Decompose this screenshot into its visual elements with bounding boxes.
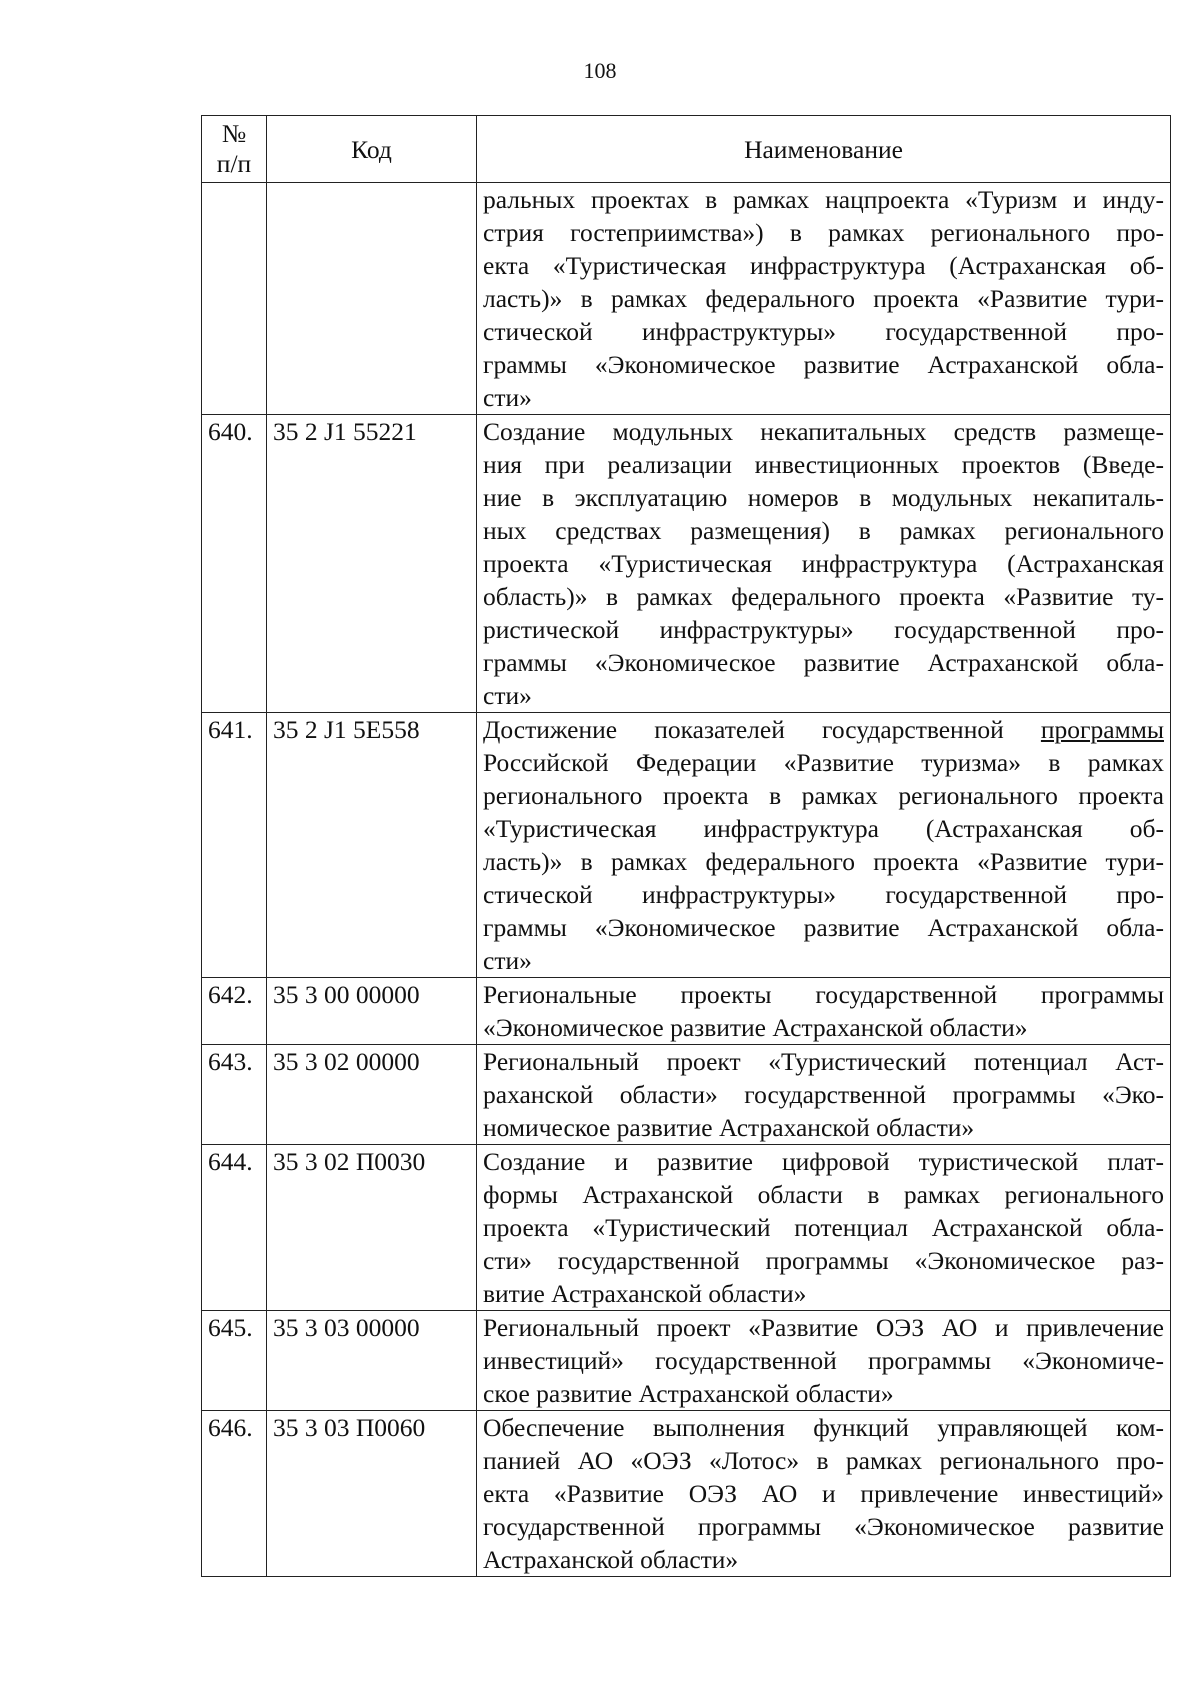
table-header-row xyxy=(202,116,1171,183)
row-name xyxy=(477,1311,1171,1411)
row-name-text: Достижение показателей государственной xyxy=(483,715,1041,744)
row-name xyxy=(477,713,1171,978)
row-name-line: «Экономическое развитие Астраханской области» xyxy=(483,1013,1028,1042)
row-code xyxy=(267,183,477,415)
row-name-line: Региональный проект «Развитие ОЭЗ АО и привлечение xyxy=(483,1313,1164,1342)
row-code: 35 2 J1 55221 xyxy=(267,415,477,713)
row-name-line: сти» государственной программы «Экономическое раз- xyxy=(483,1246,1164,1275)
row-code: 35 3 03 П0060 xyxy=(267,1411,477,1577)
row-name xyxy=(477,1411,1171,1577)
row-name-line: Обеспечение выполнения функций управляющей ком- xyxy=(483,1413,1164,1442)
row-name-line: формы Астраханской области в рамках регионального xyxy=(483,1180,1164,1209)
table-row xyxy=(202,1311,1171,1411)
row-name-line: екта «Развитие ОЭЗ АО и привлечение инвестиций» xyxy=(483,1479,1164,1508)
row-name-line: раханской области» государственной программы «Эко- xyxy=(483,1080,1164,1109)
table-row xyxy=(202,1045,1171,1145)
header-code: Код xyxy=(267,116,477,183)
row-name-line: ское развитие Астраханской области» xyxy=(483,1379,894,1408)
row-name-line: витие Астраханской области» xyxy=(483,1279,807,1308)
row-name-line: «Туристическая инфраструктура (Астраханская об- xyxy=(483,814,1164,843)
row-name-line: ных средствах размещения) в рамках регионального xyxy=(483,516,1164,545)
row-name-line: номическое развитие Астраханской области» xyxy=(483,1113,975,1142)
row-name-line: сти» xyxy=(483,681,532,710)
header-number-symbol: № xyxy=(221,119,247,148)
row-name xyxy=(477,415,1171,713)
row-name-line: ласть)» в рамках федерального проекта «Развитие тури- xyxy=(483,284,1164,313)
row-name-line: ния при реализации инвестиционных проектов (Введе- xyxy=(483,450,1164,479)
header-name: Наименование xyxy=(477,116,1171,183)
row-name-line: граммы «Экономическое развитие Астраханской обла- xyxy=(483,913,1164,942)
row-name xyxy=(477,1145,1171,1311)
row-name-line: стической инфраструктуры» государственной про- xyxy=(483,880,1164,909)
row-number: 640. xyxy=(202,415,267,713)
row-name xyxy=(477,183,1171,415)
row-number: 642. xyxy=(202,978,267,1045)
row-name-line: панией АО «ОЭЗ «Лотос» в рамках регионального про- xyxy=(483,1446,1164,1475)
page-number: 108 xyxy=(583,58,617,83)
header-number xyxy=(202,116,267,183)
row-name-line xyxy=(483,713,1164,746)
row-number: 644. xyxy=(202,1145,267,1311)
table-row xyxy=(202,183,1171,415)
row-number: 643. xyxy=(202,1045,267,1145)
row-name xyxy=(477,978,1171,1045)
row-name-line: ласть)» в рамках федерального проекта «Развитие тури- xyxy=(483,847,1164,876)
row-name-line: Российской Федерации «Развитие туризма» в рамках xyxy=(483,748,1164,777)
header-number-label: п/п xyxy=(216,149,252,178)
row-name-line: Астраханской области» xyxy=(483,1545,739,1574)
row-name-line: Создание и развитие цифровой туристической плат- xyxy=(483,1147,1164,1176)
row-name-line: область)» в рамках федерального проекта «Развитие ту- xyxy=(483,582,1164,611)
row-name-line: государственной программы «Экономическое развитие xyxy=(483,1512,1164,1541)
table-row xyxy=(202,1411,1171,1577)
row-name-line: проекта «Туристический потенциал Астраханской обла- xyxy=(483,1213,1164,1242)
table-row xyxy=(202,1145,1171,1311)
row-name-underlined-text: программы xyxy=(1040,715,1164,744)
row-name-line: ние в эксплуатацию номеров в модульных некапиталь- xyxy=(483,483,1164,512)
row-name-line: стической инфраструктуры» государственной про- xyxy=(483,317,1164,346)
row-number xyxy=(202,183,267,415)
row-code: 35 3 03 00000 xyxy=(267,1311,477,1411)
row-name xyxy=(477,1045,1171,1145)
row-code: 35 3 02 П0030 xyxy=(267,1145,477,1311)
row-name-line: екта «Туристическая инфраструктура (Астраханская об- xyxy=(483,251,1164,280)
row-number: 645. xyxy=(202,1311,267,1411)
table-row xyxy=(202,415,1171,713)
budget-classification-table xyxy=(201,115,1171,1577)
row-number: 641. xyxy=(202,713,267,978)
row-code: 35 3 02 00000 xyxy=(267,1045,477,1145)
row-name-line: стрия гостеприимства») в рамках регионального про- xyxy=(483,218,1164,247)
row-name-line: ристической инфраструктуры» государственной про- xyxy=(483,615,1164,644)
row-name-line: граммы «Экономическое развитие Астраханской обла- xyxy=(483,350,1164,379)
row-name-line: сти» xyxy=(483,946,532,975)
row-code: 35 3 00 00000 xyxy=(267,978,477,1045)
row-name-line: инвестиций» государственной программы «Экономиче- xyxy=(483,1346,1164,1375)
row-name-line: Региональный проект «Туристический потенциал Аст- xyxy=(483,1047,1164,1076)
row-name-line: Создание модульных некапитальных средств размеще- xyxy=(483,417,1164,446)
row-name-line: проекта «Туристическая инфраструктура (Астраханская xyxy=(483,549,1164,578)
row-name-line: сти» xyxy=(483,383,532,412)
table-row xyxy=(202,978,1171,1045)
row-name-line: Региональные проекты государственной программы xyxy=(483,980,1164,1009)
row-name-line: граммы «Экономическое развитие Астраханской обла- xyxy=(483,648,1164,677)
row-name-line: регионального проекта в рамках регионального проекта xyxy=(483,781,1164,810)
table-row xyxy=(202,713,1171,978)
row-number: 646. xyxy=(202,1411,267,1577)
row-code: 35 2 J1 5E558 xyxy=(267,713,477,978)
row-name-line: ральных проектах в рамках нацпроекта «Туризм и инду- xyxy=(483,185,1164,214)
